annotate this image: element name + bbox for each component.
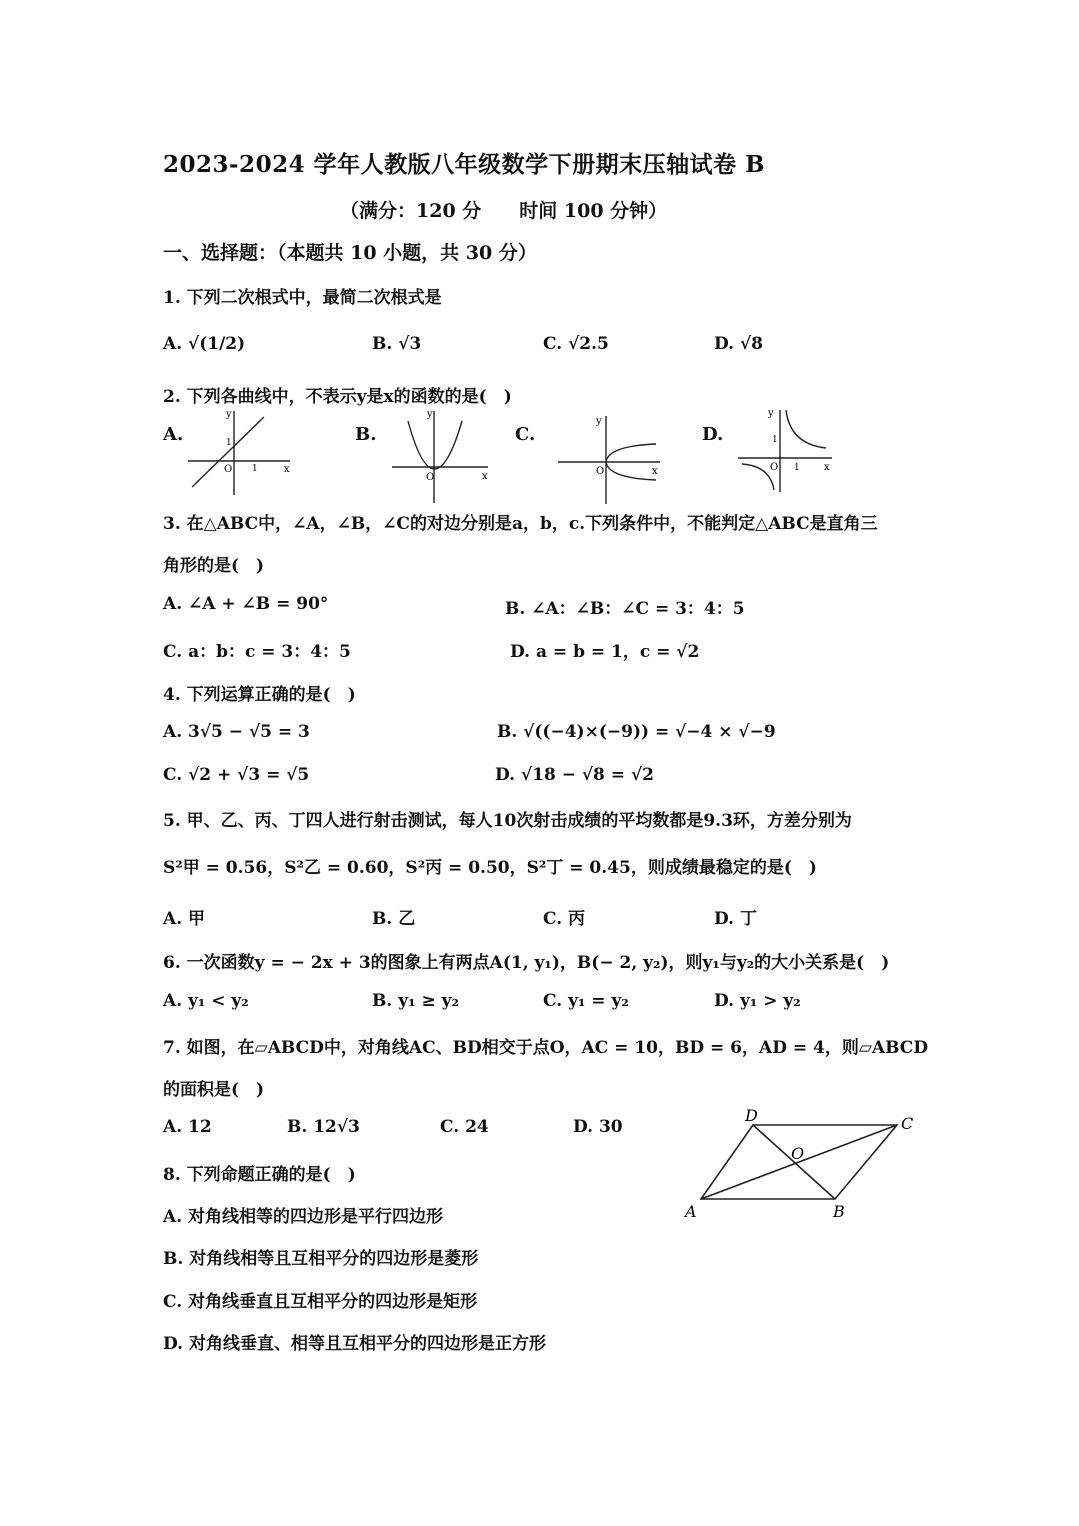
q3-option-c: C. a：b：c = 3：4：5 [163, 642, 351, 662]
vertex-c-label: C [901, 1114, 914, 1133]
parabola-curve [408, 421, 462, 469]
q5-option-d: D. 丁 [714, 909, 757, 929]
question-5-stem-line2: S²甲 = 0.56，S²乙 = 0.60，S²丙 = 0.50，S²丁 = 0.45，则成绩最稳定的是( ) [163, 858, 817, 878]
x-label: x [824, 462, 830, 473]
origin-label: O [224, 464, 233, 475]
function-line [192, 417, 264, 487]
x-label: x [284, 464, 290, 475]
question-7-stem-line1: 7. 如图，在▱ABCD中，对角线AC、BD相交于点O，AC = 10，BD = 6，AD = 4，则▱ABCD [163, 1038, 929, 1058]
q7-option-c: C. 24 [440, 1117, 489, 1137]
q6-option-a: A. y₁ < y₂ [163, 991, 249, 1011]
q2-graph-b-label: B. [355, 424, 377, 445]
q6-option-d: D. y₁ > y₂ [714, 991, 801, 1011]
q7-parallelogram-figure [675, 1105, 925, 1225]
q4-option-c: C. √2 + √3 = √5 [163, 765, 310, 785]
q8-option-c: C. 对角线垂直且互相平分的四边形是矩形 [163, 1292, 478, 1312]
q1-option-d: D. √8 [714, 334, 763, 354]
question-4-stem: 4. 下列运算正确的是( ) [163, 685, 356, 705]
vertex-a-label: A [685, 1202, 697, 1221]
q7-option-b: B. 12√3 [287, 1117, 360, 1137]
q5-option-c: C. 丙 [543, 909, 586, 929]
question-3-stem-line2: 角形的是( ) [163, 556, 265, 576]
y-tick-label: 1 [226, 438, 232, 448]
page-subtitle: （满分：120 分 时间 100 分钟） [340, 200, 668, 222]
q4-option-a: A. 3√5 − √5 = 3 [163, 722, 310, 742]
origin-label: O [770, 462, 779, 473]
q4-option-b: B. √((−4)×(−9)) = √−4 × √−9 [497, 722, 776, 742]
q6-option-b: B. y₁ ≥ y₂ [372, 991, 459, 1011]
q3-option-a: A. ∠A + ∠B = 90° [163, 594, 329, 614]
question-1-stem: 1. 下列二次根式中，最简二次根式是 [163, 288, 442, 308]
origin-label: O [426, 472, 435, 483]
q6-option-c: C. y₁ = y₂ [543, 991, 629, 1011]
q2-graph-b [390, 405, 492, 505]
x-label: x [482, 471, 488, 482]
vertex-b-label: B [833, 1202, 845, 1221]
vertex-d-label: D [745, 1106, 758, 1125]
q2-graph-a-label: A. [163, 424, 184, 445]
x-label: x [652, 466, 658, 477]
q1-option-c: C. √2.5 [543, 334, 609, 354]
q5-option-a: A. 甲 [163, 909, 206, 929]
page-title: 2023-2024 学年人教版八年级数学下册期末压轴试卷 B [163, 151, 766, 178]
q1-option-a: A. √(1/2) [163, 334, 246, 354]
y-label: y [427, 409, 433, 420]
q2-graph-d-label: D. [702, 424, 724, 445]
q8-option-d: D. 对角线垂直、相等且互相平分的四边形是正方形 [163, 1334, 546, 1354]
q8-option-b: B. 对角线相等且互相平分的四边形是菱形 [163, 1249, 479, 1269]
question-6-stem: 6. 一次函数y = − 2x + 3的图象上有两点A(1, y₁)，B(− 2, y₂)，则y₁与y₂的大小关系是( ) [163, 953, 890, 973]
q2-graph-c [556, 410, 664, 506]
question-7-stem-line2: 的面积是( ) [163, 1080, 265, 1100]
center-o-label: O [791, 1144, 805, 1163]
y-label: y [226, 409, 232, 420]
q7-option-a: A. 12 [163, 1117, 212, 1137]
question-3-stem-line1: 3. 在△ABC中，∠A，∠B，∠C的对边分别是a，b，c.下列条件中，不能判定△ABC是直角三 [163, 514, 878, 534]
x-tick-label: 1 [794, 463, 800, 473]
q1-option-b: B. √3 [372, 334, 422, 354]
q2-graph-d [736, 404, 836, 494]
y-label: y [768, 408, 774, 419]
q2-graph-c-label: C. [515, 424, 536, 445]
question-5-stem-line1: 5. 甲、乙、丙、丁四人进行射击测试，每人10次射击成绩的平均数都是9.3环，方差分别为 [163, 811, 852, 831]
x-tick-label: 1 [252, 464, 258, 474]
y-label: y [596, 416, 602, 427]
q5-option-b: B. 乙 [372, 909, 416, 929]
q3-option-b: B. ∠A：∠B：∠C = 3：4：5 [505, 599, 745, 619]
question-2-stem: 2. 下列各曲线中，不表示y是x的函数的是( ) [163, 387, 512, 407]
q7-option-d: D. 30 [573, 1117, 623, 1137]
hyperbola-branch-1 [786, 410, 826, 448]
question-8-stem: 8. 下列命题正确的是( ) [163, 1165, 356, 1185]
q8-option-a: A. 对角线相等的四边形是平行四边形 [163, 1207, 444, 1227]
section-heading: 一、选择题：（本题共 10 小题，共 30 分） [163, 242, 537, 264]
q3-option-d: D. a = b = 1，c = √2 [510, 642, 700, 662]
q4-option-d: D. √18 − √8 = √2 [495, 765, 654, 785]
q2-graph-a [186, 405, 294, 497]
origin-label: O [596, 466, 605, 477]
y-tick-label: 1 [772, 435, 778, 445]
